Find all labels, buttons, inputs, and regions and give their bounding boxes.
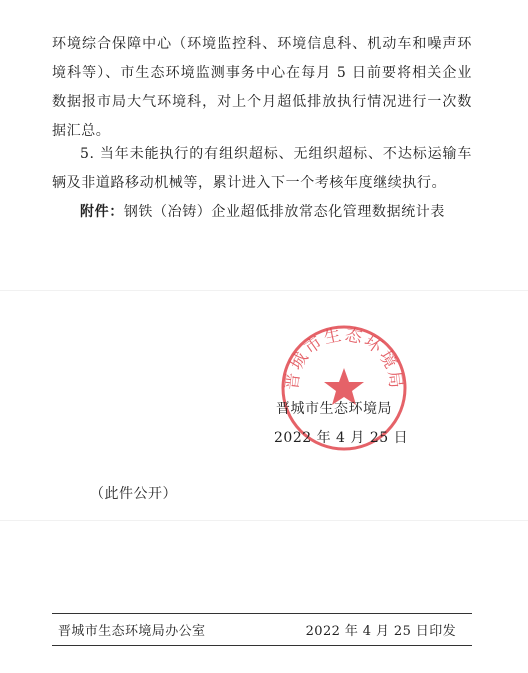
- seal-text: 晋城市生态环境局: [282, 324, 406, 392]
- footer-divider-top: [52, 613, 472, 614]
- attachment-title: 钢铁（冶铸）企业超低排放常态化管理数据统计表: [123, 204, 446, 220]
- attachment-label: 附件：: [80, 204, 124, 220]
- footer-issue-date: 2022 年 4 月 25 日印发: [305, 624, 456, 639]
- signature-date: 2022 年 4 月 25 日: [274, 430, 409, 446]
- scan-artifact-line: [0, 520, 528, 521]
- scan-artifact-line: [0, 290, 528, 291]
- signature-organization: 晋城市生态环境局: [276, 401, 392, 417]
- body-paragraph-1: 环境综合保障中心（环境监控科、环境信息科、机动车和噪声环境科等）、市生态环境监测事务中心在每月 5 日前要将相关企业数据报市局大气环境科，对上个月超低排放执行情况进行一次数据汇总。: [52, 36, 472, 139]
- footer-divider-bottom: [52, 645, 472, 646]
- footer-issuer: 晋城市生态环境局办公室: [58, 624, 206, 639]
- public-note: （此件公开）: [90, 486, 177, 502]
- attachment-line: [80, 198, 480, 227]
- body-paragraph-2: 5. 当年未能执行的有组织超标、无组织超标、不达标运输车辆及非道路移动机械等，累计进入下一个考核年度继续执行。: [52, 146, 472, 191]
